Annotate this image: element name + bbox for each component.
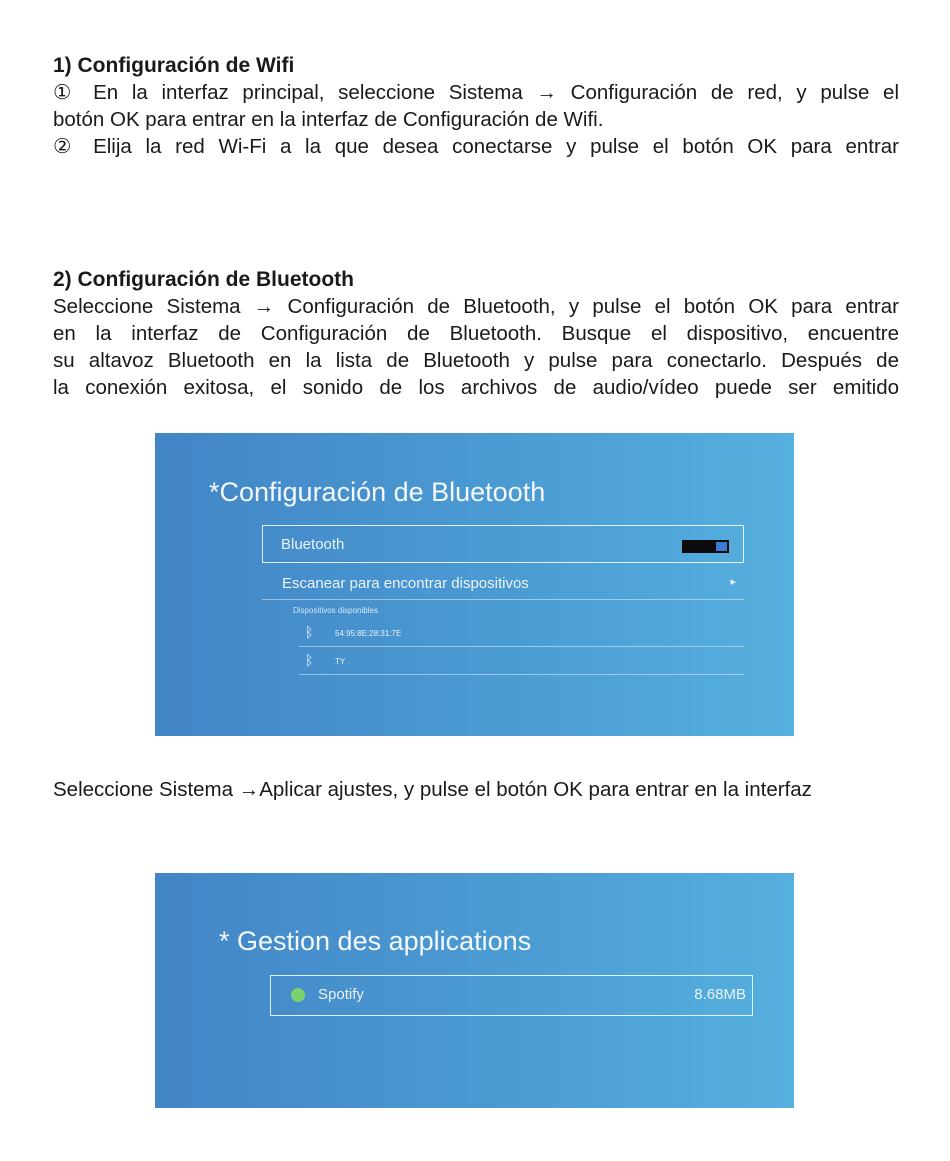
device-item[interactable] xyxy=(299,623,744,647)
device-name: TY xyxy=(335,657,346,666)
bluetooth-line-1: Seleccione Sistema → Configuración de Bluetooth, y pulse el botón OK para entrar xyxy=(53,295,899,318)
device-item[interactable] xyxy=(299,651,744,675)
bluetooth-screen-title: *Configuración de Bluetooth xyxy=(209,477,546,507)
wifi-heading: 1) Configuración de Wifi xyxy=(53,54,295,77)
wifi-section xyxy=(53,52,899,160)
toggle-knob xyxy=(716,542,727,551)
app-name: Spotify xyxy=(318,986,364,1003)
bluetooth-line-3: su altavoz Bluetooth en la lista de Bluetooth y pulse para conectarlo. Después de xyxy=(53,349,899,372)
device-name: 54:95:8E:28:31:7E xyxy=(335,629,402,638)
app-size: 8.68MB xyxy=(694,986,746,1003)
scan-devices-label: Escanear para encontrar dispositivos xyxy=(282,575,529,592)
bluetooth-toggle-switch[interactable] xyxy=(682,540,729,553)
apps-intro: Seleccione Sistema →Aplicar ajustes, y pulse el botón OK para entrar en la interfaz xyxy=(53,778,812,801)
wifi-line-2: botón OK para entrar en la interfaz de Configuración de Wifi. xyxy=(53,108,604,131)
bluetooth-toggle-row[interactable] xyxy=(262,525,744,563)
wifi-line-3: ② Elija la red Wi-Fi a la que desea conectarse y pulse el botón OK para entrar xyxy=(53,135,899,158)
device-divider xyxy=(299,646,744,647)
bluetooth-settings-screen xyxy=(155,433,794,736)
device-divider xyxy=(299,674,744,675)
apps-section xyxy=(53,776,899,803)
app-list-item[interactable] xyxy=(270,975,753,1016)
bluetooth-icon: ᛒ xyxy=(305,652,314,668)
bluetooth-section xyxy=(53,266,899,401)
app-status-dot-icon xyxy=(291,988,305,1002)
app-management-screen xyxy=(155,873,794,1108)
available-devices-label: Dispositivos disponibles xyxy=(293,606,378,615)
bluetooth-icon: ᛒ xyxy=(305,624,314,640)
scan-devices-row[interactable] xyxy=(262,571,744,597)
apps-screen-title: * Gestion des applications xyxy=(219,926,532,956)
bluetooth-line-4: la conexión exitosa, el sonido de los archivos de audio/vídeo puede ser emitido xyxy=(53,376,899,399)
scan-divider xyxy=(262,599,744,600)
wifi-line-1: ① En la interfaz principal, seleccione Sistema → Configuración de red, y pulse el xyxy=(53,81,899,104)
chevron-right-icon: ▸ xyxy=(730,576,736,588)
bluetooth-row-label: Bluetooth xyxy=(281,536,345,553)
bluetooth-line-2: en la interfaz de Configuración de Bluetooth. Busque el dispositivo, encuentre xyxy=(53,322,899,345)
bluetooth-heading: 2) Configuración de Bluetooth xyxy=(53,268,354,291)
